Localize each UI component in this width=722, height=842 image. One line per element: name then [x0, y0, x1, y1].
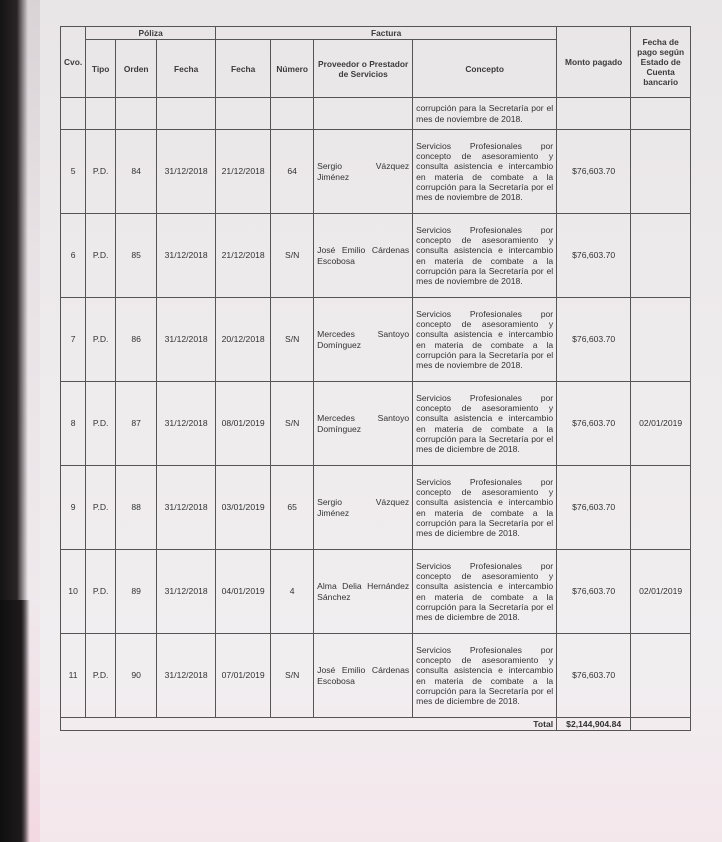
table-row	[61, 298, 691, 382]
cell-tipo: P.D.	[86, 130, 116, 214]
payments-table	[60, 26, 691, 731]
cell-tipo: P.D.	[86, 550, 116, 634]
header-tipo: Tipo	[86, 40, 116, 98]
cell-fecha-pago	[631, 634, 691, 718]
total-label: Total	[61, 718, 557, 731]
header-fecha-poliza: Fecha	[157, 40, 216, 98]
cell-monto: $76,603.70	[557, 298, 631, 382]
cell-concepto: Servicios Profesionales por concepto de asesoramiento y consulta asistencia e intercambio en materia de combate a la corrupción para la Secretaría por el mes de diciembre de 2018.	[413, 382, 557, 466]
header-factura: Factura	[216, 27, 557, 40]
cell-fecha-factura: 04/01/2019	[216, 550, 271, 634]
dark-background-band	[0, 600, 30, 842]
header-poliza: Póliza	[86, 27, 216, 40]
cell-fecha-poliza: 31/12/2018	[157, 550, 216, 634]
cell-monto: $76,603.70	[557, 382, 631, 466]
cell-orden: 86	[116, 298, 157, 382]
cell-cvo: 9	[61, 466, 86, 550]
cell-fecha-poliza: 31/12/2018	[157, 214, 216, 298]
cell-numero: S/N	[271, 382, 314, 466]
total-row	[61, 718, 691, 731]
cell-monto: $76,603.70	[557, 550, 631, 634]
header-monto: Monto pagado	[557, 27, 631, 98]
cell-numero: 64	[271, 130, 314, 214]
cell-fecha-poliza: 31/12/2018	[157, 466, 216, 550]
cell-cvo: 11	[61, 634, 86, 718]
cell-fecha-poliza: 31/12/2018	[157, 634, 216, 718]
header-proveedor: Proveedor o Prestador de Servicios	[314, 40, 413, 98]
cell-concepto: Servicios Profesionales por concepto de asesoramiento y consulta asistencia e intercambio en materia de combate a la corrupción para la Secretaría por el mes de noviembre de 2018.	[413, 214, 557, 298]
header-cvo: Cvo.	[61, 27, 86, 98]
header-numero: Número	[271, 40, 314, 98]
cell-fecha-pago	[631, 130, 691, 214]
header-fecha-factura: Fecha	[216, 40, 271, 98]
cell-proveedor: Alma Delia Hernández Sánchez	[314, 550, 413, 634]
table-row	[61, 130, 691, 214]
cell-monto: $76,603.70	[557, 130, 631, 214]
cell-concepto: Servicios Profesionales por concepto de asesoramiento y consulta asistencia e intercambio en materia de combate a la corrupción para la Secretaría por el mes de diciembre de 2018.	[413, 466, 557, 550]
cell-concepto: Servicios Profesionales por concepto de asesoramiento y consulta asistencia e intercambio en materia de combate a la corrupción para la Secretaría por el mes de diciembre de 2018.	[413, 550, 557, 634]
cell-monto: $76,603.70	[557, 466, 631, 550]
header-orden: Orden	[116, 40, 157, 98]
cell-concepto: Servicios Profesionales por concepto de asesoramiento y consulta asistencia e intercambio en materia de combate a la corrupción para la Secretaría por el mes de noviembre de 2018.	[413, 130, 557, 214]
header-concepto: Concepto	[413, 40, 557, 98]
carryover-concept: corrupción para la Secretaría por el mes de noviembre de 2018.	[413, 98, 557, 130]
cell-numero: 4	[271, 550, 314, 634]
cell-proveedor: José Emilio Cárdenas Escobosa	[314, 214, 413, 298]
cell-cvo: 10	[61, 550, 86, 634]
cell-orden: 90	[116, 634, 157, 718]
cell-orden: 89	[116, 550, 157, 634]
cell-proveedor: Mercedes Santoyo Domínguez	[314, 298, 413, 382]
cell-cvo: 7	[61, 298, 86, 382]
cell-proveedor: José Emilio Cárdenas Escobosa	[314, 634, 413, 718]
cell-orden: 84	[116, 130, 157, 214]
cell-fecha-factura: 20/12/2018	[216, 298, 271, 382]
cell-numero: S/N	[271, 634, 314, 718]
total-value: $2,144,904.84	[557, 718, 631, 731]
cell-proveedor: Mercedes Santoyo Domínguez	[314, 382, 413, 466]
cell-tipo: P.D.	[86, 466, 116, 550]
cell-fecha-factura: 21/12/2018	[216, 214, 271, 298]
cell-fecha-poliza: 31/12/2018	[157, 298, 216, 382]
table-row	[61, 466, 691, 550]
cell-monto: $76,603.70	[557, 634, 631, 718]
cell-fecha-factura: 21/12/2018	[216, 130, 271, 214]
cell-tipo: P.D.	[86, 634, 116, 718]
carryover-row	[61, 98, 691, 130]
cell-tipo: P.D.	[86, 214, 116, 298]
cell-fecha-factura: 03/01/2019	[216, 466, 271, 550]
cell-concepto: Servicios Profesionales por concepto de asesoramiento y consulta asistencia e intercambio en materia de combate a la corrupción para la Secretaría por el mes de noviembre de 2018.	[413, 298, 557, 382]
cell-numero: 65	[271, 466, 314, 550]
cell-cvo: 8	[61, 382, 86, 466]
table-row	[61, 214, 691, 298]
cell-fecha-factura: 07/01/2019	[216, 634, 271, 718]
cell-numero: S/N	[271, 214, 314, 298]
cell-fecha-poliza: 31/12/2018	[157, 130, 216, 214]
cell-cvo: 6	[61, 214, 86, 298]
table-row	[61, 634, 691, 718]
table-row	[61, 550, 691, 634]
cell-proveedor: Sergio Vázquez Jiménez	[314, 466, 413, 550]
cell-numero: S/N	[271, 298, 314, 382]
cell-fecha-factura: 08/01/2019	[216, 382, 271, 466]
cell-monto: $76,603.70	[557, 214, 631, 298]
cell-cvo: 5	[61, 130, 86, 214]
cell-fecha-pago: 02/01/2019	[631, 550, 691, 634]
header-fecha-pago: Fecha de pago según Estado de Cuenta bancario	[631, 27, 691, 98]
cell-orden: 85	[116, 214, 157, 298]
cell-fecha-pago	[631, 298, 691, 382]
cell-orden: 87	[116, 382, 157, 466]
cell-fecha-pago	[631, 466, 691, 550]
table-row	[61, 382, 691, 466]
cell-proveedor: Sergio Vázquez Jiménez	[314, 130, 413, 214]
cell-concepto: Servicios Profesionales por concepto de asesoramiento y consulta asistencia e intercambio en materia de combate a la corrupción para la Secretaría por el mes de diciembre de 2018.	[413, 634, 557, 718]
cell-fecha-poliza: 31/12/2018	[157, 382, 216, 466]
cell-tipo: P.D.	[86, 298, 116, 382]
cell-fecha-pago	[631, 214, 691, 298]
cell-fecha-pago: 02/01/2019	[631, 382, 691, 466]
cell-orden: 88	[116, 466, 157, 550]
cell-tipo: P.D.	[86, 382, 116, 466]
